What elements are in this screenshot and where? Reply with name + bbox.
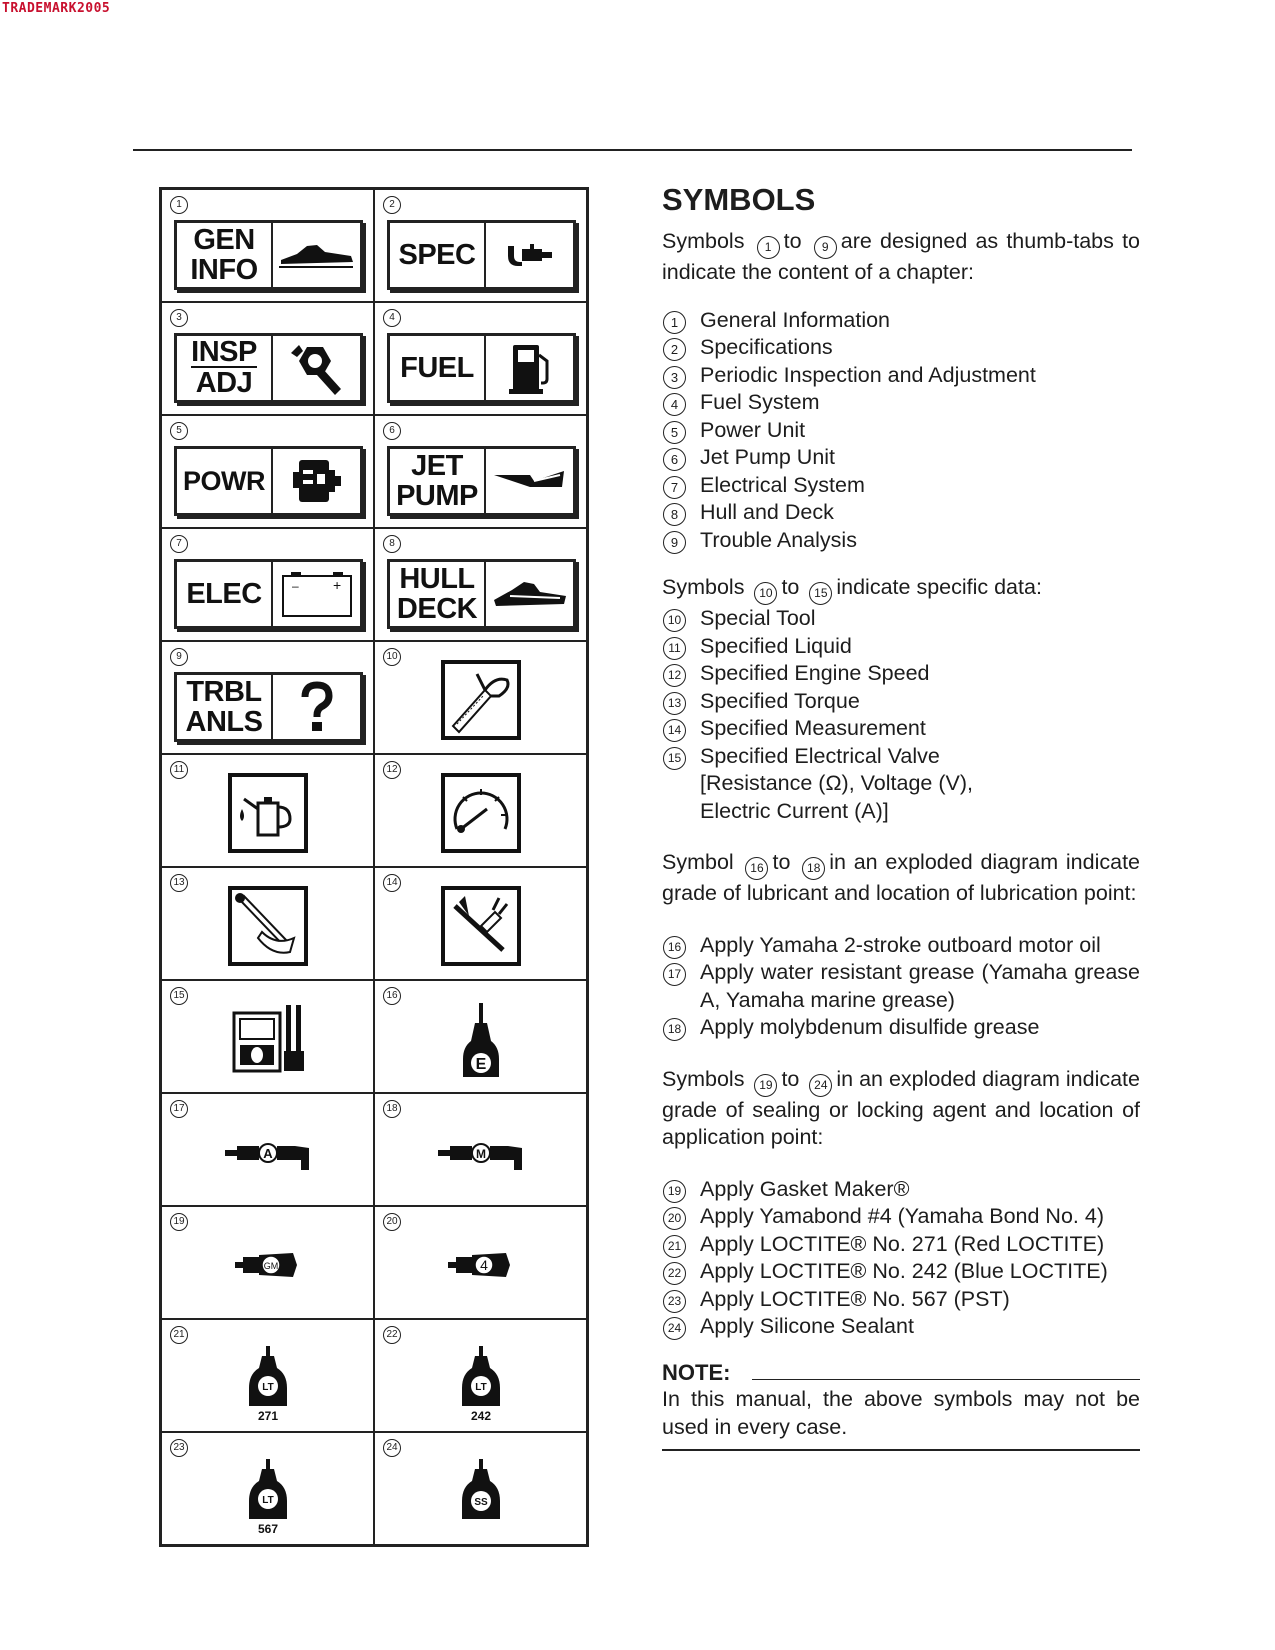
lubricant-list: [662, 932, 1140, 1042]
svg-text:271: 271: [257, 1409, 278, 1423]
torque-wrench-icon: [228, 886, 308, 966]
symbol-number: 20: [383, 1213, 401, 1231]
tab-label: SPEC: [390, 223, 486, 287]
grid-row: [162, 1207, 586, 1320]
svg-text:242: 242: [470, 1409, 491, 1423]
list-item: 14 Specified Measurement: [662, 715, 1140, 743]
list-item: 17 Apply water resistant grease (Yamaha grease A, Yamaha marine grease): [662, 959, 1140, 1014]
svg-text:4: 4: [479, 1257, 488, 1273]
list-item: 21 Apply LOCTITE® No. 271 (Red LOCTITE): [662, 1231, 1140, 1259]
symbol-cell-3: [162, 303, 375, 414]
symbols-section: [662, 180, 1140, 1451]
symbol-number: 24: [383, 1439, 401, 1457]
svg-text:567: 567: [257, 1522, 278, 1536]
fuel-pump-icon: [505, 339, 555, 397]
symbol-number: 21: [170, 1326, 188, 1344]
symbol-cell-14: [375, 868, 586, 979]
thumb-tab-powr: [174, 446, 363, 516]
list-item: 15 Specified Electrical Valve [Resistance (Ω), Voltage (V), Electric Current (A)]: [662, 743, 1140, 826]
symbol-grid: [159, 187, 589, 1547]
symbol-cell-20: [375, 1207, 586, 1318]
grease-gun-icon: [223, 1136, 313, 1172]
data-intro-paragraph: Symbols 10 to 15 indicate specific data:: [662, 574, 1140, 605]
symbol-cell-23: [162, 1433, 375, 1544]
symbol-cell-9: [162, 642, 375, 753]
grid-row: [162, 981, 586, 1094]
svg-text:GM: GM: [263, 1261, 278, 1271]
list-item: 5 Power Unit: [662, 417, 1140, 445]
symbol-number: 18: [383, 1100, 401, 1118]
symbol-number: 7: [170, 535, 188, 553]
symbol-cell-22: [375, 1320, 586, 1431]
list-item: 18 Apply molybdenum disulfide grease: [662, 1014, 1140, 1042]
thumb-tab-gen-info: [174, 220, 363, 290]
loctite-bottle-icon: [243, 1457, 293, 1537]
list-item: 6 Jet Pump Unit: [662, 444, 1140, 472]
symbol-number: 8: [383, 535, 401, 553]
symbol-number: 3: [170, 309, 188, 327]
symbol-cell-18: [375, 1094, 586, 1205]
symbol-number: 11: [170, 761, 188, 779]
special-tool-icon: [441, 660, 521, 740]
tachometer-icon: [441, 773, 521, 853]
tab-label: INSP ADJ: [177, 336, 273, 400]
tube-icon: [446, 1251, 516, 1279]
note-rule: [752, 1378, 1140, 1380]
grid-row: [162, 642, 586, 755]
svg-text:A: A: [262, 1146, 273, 1161]
symbol-cell-24: [375, 1433, 586, 1544]
grid-row: [162, 755, 586, 868]
tab-label: HULL DECK: [390, 562, 486, 626]
list-item: 23 Apply LOCTITE® No. 567 (PST): [662, 1286, 1140, 1314]
list-item: 2 Specifications: [662, 334, 1140, 362]
thumb-tab-insp-adj: [174, 333, 363, 403]
symbol-cell-21: [162, 1320, 375, 1431]
symbol-number: 13: [170, 874, 188, 892]
svg-text:SS: SS: [473, 1497, 488, 1508]
tab-label: GEN INFO: [177, 223, 273, 287]
engine-icon: [287, 452, 347, 510]
symbol-cell-5: [162, 416, 375, 527]
symbol-number: 17: [170, 1100, 188, 1118]
symbol-cell-11: [162, 755, 375, 866]
watermark: TRADEMARK2005: [2, 1, 111, 16]
symbol-cell-6: [375, 416, 586, 527]
tab-label: TRBL ANLS: [177, 675, 273, 739]
question-icon: [295, 679, 339, 735]
symbol-number: 6: [383, 422, 401, 440]
svg-text:LT: LT: [261, 1382, 274, 1393]
svg-text:–: –: [291, 579, 299, 593]
list-item: 11 Specified Liquid: [662, 633, 1140, 661]
symbol-number: 19: [170, 1213, 188, 1231]
grid-row: [162, 529, 586, 642]
symbol-number: 15: [170, 987, 188, 1005]
thumb-tab-trbl-anls: [174, 672, 363, 742]
symbol-cell-12: [375, 755, 586, 866]
multimeter-icon: [228, 999, 308, 1079]
grease-gun-icon: [436, 1136, 526, 1172]
svg-text:LT: LT: [474, 1382, 487, 1393]
chapter-list: [662, 307, 1140, 555]
symbol-cell-10: [375, 642, 586, 753]
caliper-icon: [441, 886, 521, 966]
loctite-bottle-icon: [456, 1344, 506, 1424]
watercraft-icon: [277, 240, 357, 270]
spec-meter-icon: [500, 240, 560, 270]
sealant-intro-paragraph: Symbols 19 to 24 in an exploded diagram indicate grade of sealing or locking agent and location of application point:: [662, 1066, 1140, 1149]
symbol-cell-17: [162, 1094, 375, 1205]
tube-icon: [233, 1251, 303, 1279]
tab-label: FUEL: [390, 336, 486, 400]
svg-text:E: E: [475, 1056, 486, 1073]
symbol-number: 12: [383, 761, 401, 779]
list-item: 9 Trouble Analysis: [662, 527, 1140, 555]
symbol-number: 23: [170, 1439, 188, 1457]
symbol-cell-1: [162, 190, 375, 301]
symbol-number: 4: [383, 309, 401, 327]
note-heading: [662, 1359, 1140, 1387]
svg-text:LT: LT: [261, 1495, 274, 1506]
list-item: 22 Apply LOCTITE® No. 242 (Blue LOCTITE): [662, 1258, 1140, 1286]
symbol-cell-4: [375, 303, 586, 414]
symbol-cell-19: [162, 1207, 375, 1318]
grid-row: [162, 868, 586, 981]
grid-row: [162, 1433, 586, 1544]
sealant-bottle-icon: [456, 1457, 506, 1537]
symbol-number: 14: [383, 874, 401, 892]
loctite-bottle-icon: [243, 1344, 293, 1424]
thumb-tab-elec: [174, 559, 363, 629]
list-item: 1 General Information: [662, 307, 1140, 335]
symbol-number: 9: [170, 648, 188, 666]
list-item: 12 Specified Engine Speed: [662, 660, 1140, 688]
data-symbol-list: [662, 605, 1140, 825]
thumb-tab-spec: [387, 220, 576, 290]
hull-icon: [490, 574, 570, 614]
list-item: 13 Specified Torque: [662, 688, 1140, 716]
oil-bottle-icon: [461, 1001, 501, 1081]
symbol-cell-8: [375, 529, 586, 640]
wrench-nut-icon: [287, 339, 347, 397]
note-bottom-rule: [662, 1449, 1140, 1451]
symbol-number: 2: [383, 196, 401, 214]
list-item: 7 Electrical System: [662, 472, 1140, 500]
header-rule: [133, 149, 1132, 151]
tab-label: POWR: [177, 449, 273, 513]
list-item: 10 Special Tool: [662, 605, 1140, 633]
grid-row: [162, 1094, 586, 1207]
grid-row: [162, 190, 586, 303]
svg-text:+: +: [332, 577, 341, 593]
symbol-number: 5: [170, 422, 188, 440]
svg-text:M: M: [475, 1147, 486, 1161]
list-item: 24 Apply Silicone Sealant: [662, 1313, 1140, 1341]
intro-paragraph: Symbols 1 to 9 are designed as thumb-tabs to indicate the content of a chapter:: [662, 229, 1140, 284]
symbol-cell-7: [162, 529, 375, 640]
list-item: 19 Apply Gasket Maker®: [662, 1176, 1140, 1204]
symbol-cell-13: [162, 868, 375, 979]
grid-row: [162, 1320, 586, 1433]
section-title: SYMBOLS: [662, 182, 816, 217]
oil-can-icon: [228, 773, 308, 853]
note-text: In this manual, the above symbols may not be used in every case.: [662, 1387, 1140, 1439]
list-item: 8 Hull and Deck: [662, 499, 1140, 527]
sealant-list: [662, 1176, 1140, 1341]
thumb-tab-fuel: [387, 333, 576, 403]
list-item: 16 Apply Yamaha 2-stroke outboard motor oil: [662, 932, 1140, 960]
symbol-cell-16: [375, 981, 586, 1092]
thumb-tab-hull-deck: [387, 559, 576, 629]
grid-row: [162, 416, 586, 529]
note-label: NOTE:: [662, 1359, 731, 1385]
tab-label: JET PUMP: [390, 449, 486, 513]
thumb-tab-jet-pump: [387, 446, 576, 516]
grid-row: [162, 303, 586, 416]
symbol-number: 1: [170, 196, 188, 214]
tab-label: ELEC: [177, 562, 273, 626]
list-item: 20 Apply Yamabond #4 (Yamaha Bond No. 4): [662, 1203, 1140, 1231]
symbol-cell-15: [162, 981, 375, 1092]
symbol-cell-2: [375, 190, 586, 301]
list-item: 4 Fuel System: [662, 389, 1140, 417]
symbol-number: 22: [383, 1326, 401, 1344]
battery-icon: [277, 568, 357, 620]
list-item: 3 Periodic Inspection and Adjustment: [662, 362, 1140, 390]
lubricant-intro-paragraph: Symbol 16 to 18 in an exploded diagram indicate grade of lubricant and location of lubrication point:: [662, 850, 1140, 905]
symbol-number: 16: [383, 987, 401, 1005]
jet-pump-icon: [490, 461, 570, 501]
symbol-number: 10: [383, 648, 401, 666]
